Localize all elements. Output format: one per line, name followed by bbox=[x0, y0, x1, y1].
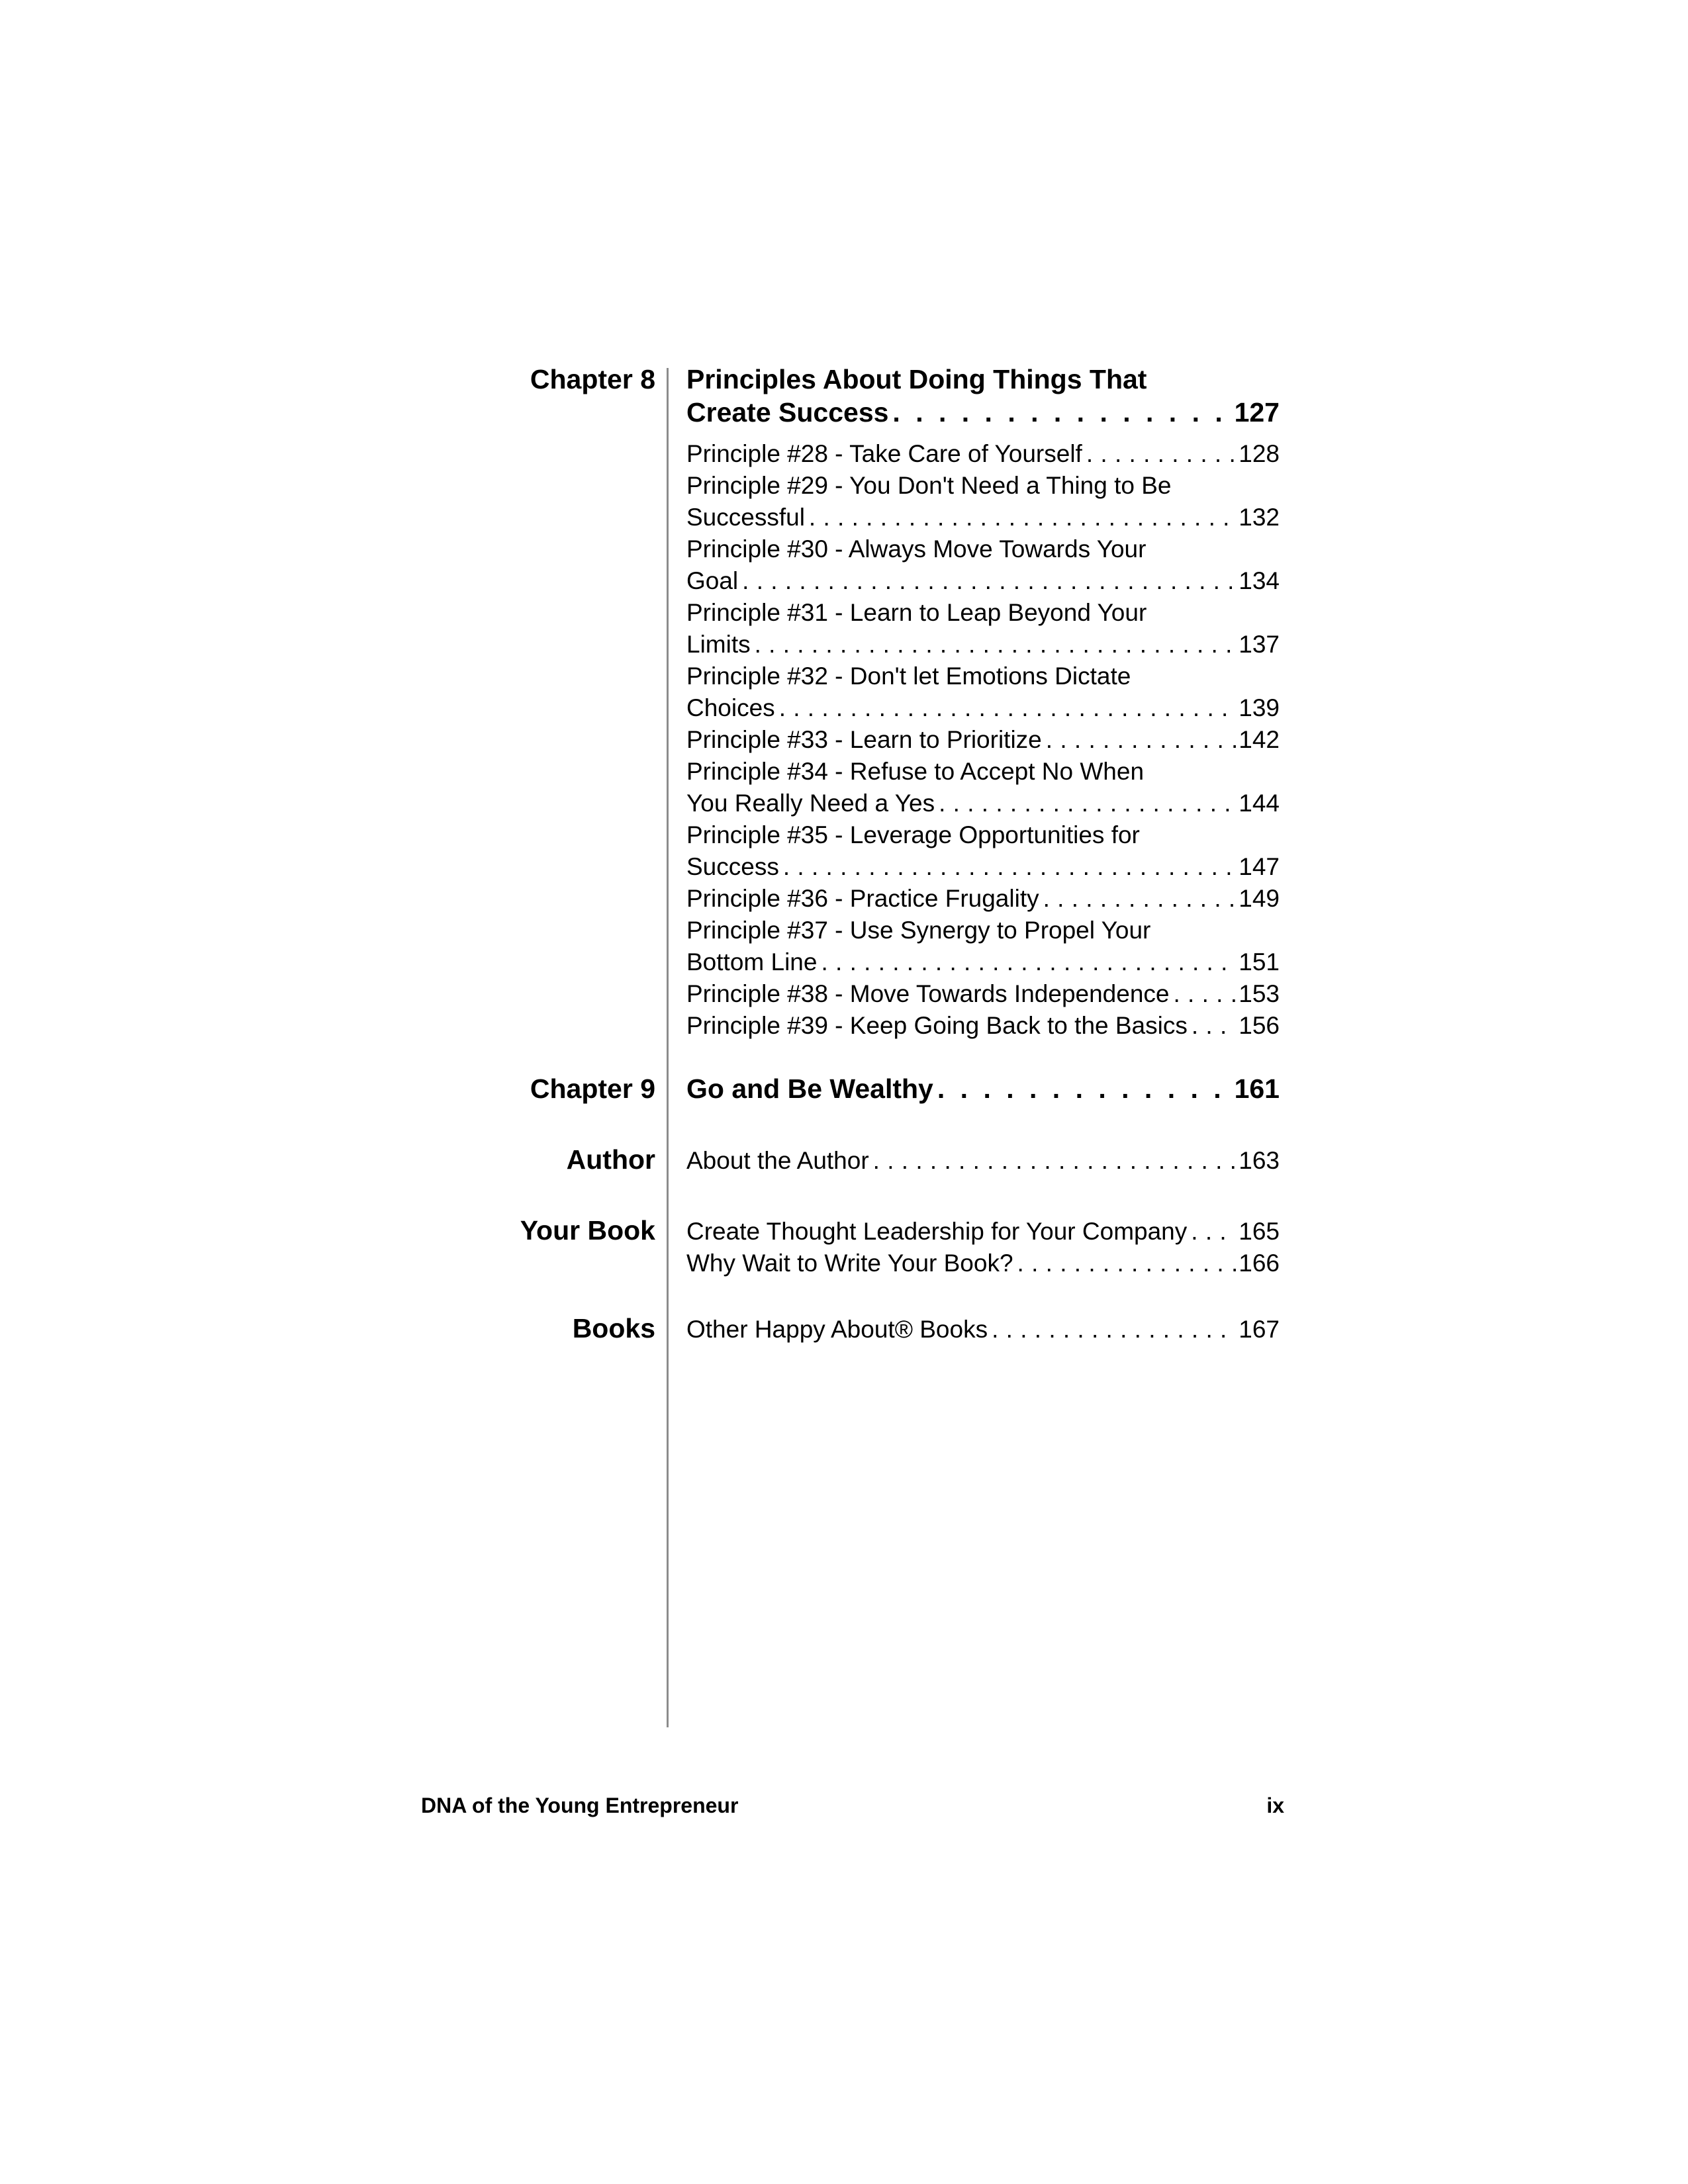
dot-leader bbox=[892, 396, 1225, 429]
entry-title: Other Happy About® Books bbox=[686, 1316, 988, 1343]
page-number: 127 bbox=[1234, 397, 1280, 428]
page-number: 147 bbox=[1239, 853, 1280, 880]
page-number: 163 bbox=[1239, 1147, 1280, 1174]
page-number: 167 bbox=[1239, 1316, 1280, 1343]
entry-title: Principle #35 - Leverage Opportunities for bbox=[686, 821, 1140, 848]
entry-title: Principle #31 - Learn to Leap Beyond Your bbox=[686, 599, 1147, 626]
page-number: 132 bbox=[1239, 504, 1280, 531]
toc-entry[interactable] bbox=[686, 724, 1280, 756]
entry-title: Principle #34 - Refuse to Accept No When bbox=[686, 758, 1145, 785]
entry-title: Principle #30 - Always Move Towards Your bbox=[686, 535, 1147, 563]
section-label: Books bbox=[572, 1313, 655, 1343]
toc-entry[interactable] bbox=[686, 660, 1280, 724]
entry-title-cont: Goal bbox=[686, 567, 739, 594]
toc-entry[interactable] bbox=[686, 819, 1280, 883]
page-number: 142 bbox=[1239, 726, 1280, 753]
entry-title-cont: Choices bbox=[686, 694, 775, 721]
entry-title: Principle #36 - Practice Frugality bbox=[686, 885, 1039, 912]
entry-title: Principle #37 - Use Synergy to Propel Your bbox=[686, 917, 1151, 944]
page-number: 144 bbox=[1239, 790, 1280, 817]
dot-leader bbox=[1174, 978, 1237, 1010]
entry-title-cont: You Really Need a Yes bbox=[686, 790, 935, 817]
footer-page-number: ix bbox=[1266, 1794, 1284, 1817]
section-label: Author bbox=[566, 1144, 655, 1175]
entry-title: Principle #39 - Keep Going Back to the Basics bbox=[686, 1012, 1188, 1039]
toc-entry[interactable] bbox=[686, 883, 1280, 915]
section-label: Chapter 8 bbox=[530, 364, 655, 394]
dot-leader bbox=[1191, 1216, 1236, 1248]
toc-entry[interactable] bbox=[686, 756, 1280, 819]
page-number: 161 bbox=[1234, 1073, 1280, 1104]
entry-title: Principle #28 - Take Care of Yourself bbox=[686, 440, 1082, 467]
entry-title-cont: Success bbox=[686, 853, 779, 880]
toc-entry[interactable] bbox=[686, 1010, 1280, 1042]
dot-leader bbox=[937, 1072, 1225, 1105]
page-number: 156 bbox=[1239, 1012, 1280, 1039]
dot-leader bbox=[755, 629, 1237, 660]
chapter-heading bbox=[686, 363, 1280, 429]
page-number: 139 bbox=[1239, 694, 1280, 721]
toc-entry[interactable] bbox=[686, 1145, 1280, 1177]
page-number: 153 bbox=[1239, 980, 1280, 1007]
toc-entry[interactable] bbox=[686, 438, 1280, 470]
entry-title: Create Thought Leadership for Your Company bbox=[686, 1218, 1188, 1245]
dot-leader bbox=[783, 851, 1236, 883]
dot-leader bbox=[1192, 1010, 1236, 1042]
heading-line: Create Success bbox=[686, 397, 889, 428]
toc-entry[interactable] bbox=[686, 597, 1280, 660]
entry-title: Principle #38 - Move Towards Independence bbox=[686, 980, 1170, 1007]
page-number: 165 bbox=[1239, 1218, 1280, 1245]
section-label: Chapter 9 bbox=[530, 1073, 655, 1104]
toc-entry[interactable] bbox=[686, 470, 1280, 533]
page-number: 134 bbox=[1239, 567, 1280, 594]
entry-title: About the Author bbox=[686, 1147, 869, 1174]
page-number: 151 bbox=[1239, 948, 1280, 976]
dot-leader bbox=[939, 788, 1236, 819]
heading-line: Principles About Doing Things That bbox=[686, 364, 1147, 394]
section-label: Your Book bbox=[520, 1215, 655, 1246]
page-number: 149 bbox=[1239, 885, 1280, 912]
dot-leader bbox=[992, 1314, 1236, 1345]
toc-entry[interactable] bbox=[686, 533, 1280, 597]
entry-title: Principle #33 - Learn to Prioritize bbox=[686, 726, 1042, 753]
toc-entry[interactable] bbox=[686, 978, 1280, 1010]
toc-entry[interactable] bbox=[686, 1248, 1280, 1279]
dot-leader bbox=[1086, 438, 1236, 470]
dot-leader bbox=[779, 692, 1237, 724]
dot-leader bbox=[1046, 724, 1237, 756]
dot-leader bbox=[873, 1145, 1237, 1177]
footer-book-title: DNA of the Young Entrepreneur bbox=[421, 1794, 739, 1817]
dot-leader bbox=[809, 502, 1236, 533]
toc-entry[interactable] bbox=[686, 1216, 1280, 1248]
heading-line: Go and Be Wealthy bbox=[686, 1073, 933, 1104]
chapter-heading[interactable] bbox=[686, 1072, 1280, 1105]
entry-title-cont: Successful bbox=[686, 504, 805, 531]
page-number: 128 bbox=[1239, 440, 1280, 467]
entry-title-cont: Bottom Line bbox=[686, 948, 818, 976]
toc-entry[interactable] bbox=[686, 1314, 1280, 1345]
dot-leader bbox=[821, 946, 1236, 978]
dot-leader bbox=[742, 565, 1236, 597]
dot-leader bbox=[1017, 1248, 1237, 1279]
entry-list bbox=[686, 438, 1280, 1042]
page-number: 137 bbox=[1239, 631, 1280, 658]
toc-entry[interactable] bbox=[686, 915, 1280, 978]
vertical-divider bbox=[667, 368, 669, 1727]
page-number: 166 bbox=[1239, 1250, 1280, 1277]
dot-leader bbox=[1043, 883, 1237, 915]
entry-title: Principle #29 - You Don't Need a Thing to Be bbox=[686, 472, 1172, 499]
entry-title-cont: Limits bbox=[686, 631, 751, 658]
entry-title: Why Wait to Write Your Book? bbox=[686, 1250, 1013, 1277]
entry-title: Principle #32 - Don't let Emotions Dictate bbox=[686, 662, 1131, 690]
